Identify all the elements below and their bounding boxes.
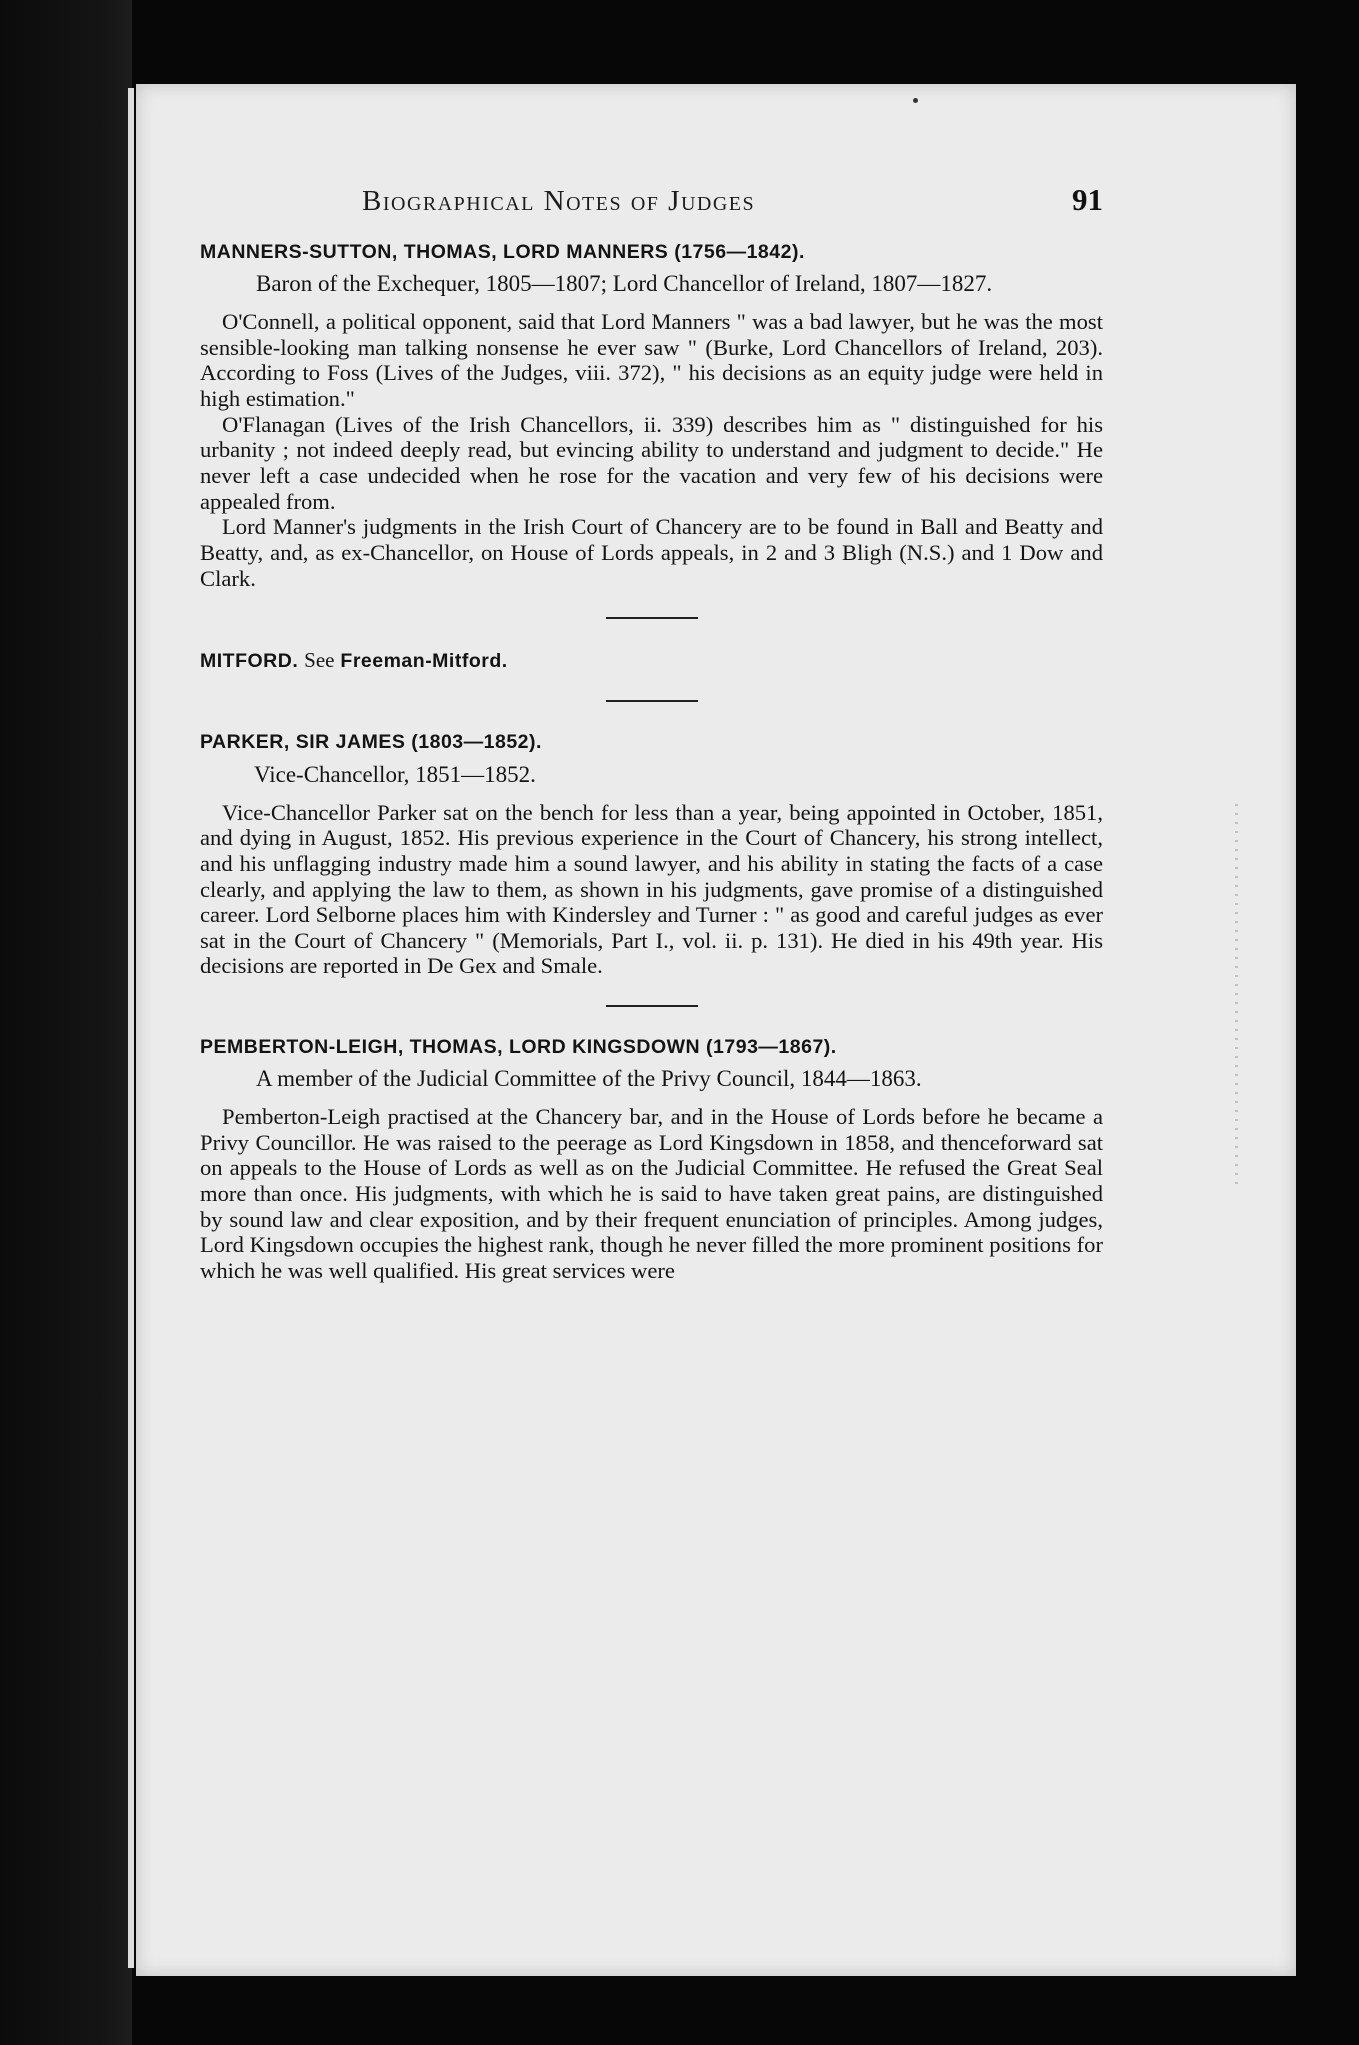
entry-heading: PARKER, SIR JAMES (1803—1852). (200, 731, 542, 754)
entry-paragraph: Pemberton-Leigh practised at the Chancery bar, and in the House of Lords before he became a Privy Councillor. He was raised to the peerage as Lord Kingsdown in 1858, and thenceforward sat on appeals to the House of Lords as well as on the Judicial Committee. He refused the Great Seal more than once. His judgments, with which he is said to have taken great pains, are distinguished by sound law and clear exposition, and by their frequent enunciation of principles. Among judges, Lord Kingsdown occupies the highest rank, though he never filled the more prominent positions for which he was well qualified. His great services were (200, 1104, 1103, 1283)
page-edge-line (128, 88, 134, 1968)
entry-heading (200, 647, 1103, 674)
see-reference-target: Freeman-Mitford. (340, 650, 508, 673)
running-head (362, 182, 1103, 218)
entry-heading: PEMBERTON-LEIGH, THOMAS, LORD KINGSDOWN (1793—1867). (200, 1036, 837, 1059)
entry-pemberton-leigh (200, 1035, 1103, 1284)
entry-paragraph: Lord Manner's judgments in the Irish Court of Chancery are to be found in Ball and Beatty and Beatty, and, as ex-Chancellor, on House of Lords appeals, in 2 and 3 Bligh (N.S.) and 1 Dow and Clark. (200, 514, 1103, 591)
entry-office: Vice-Chancellor, 1851—1852. (254, 761, 536, 787)
entry-manners-sutton (200, 240, 1103, 591)
entry-paragraph: Vice-Chancellor Parker sat on the bench for less than a year, being appointed in October, 1851, and dying in August, 1852. His previous experience in the Court of Chancery, his strong intellect, and his unflagging industry made him a sound lawyer, and his ability in stating the facts of a case clearly, and applying the law to them, as shown in his judgments, gave promise of a distinguished career. Lord Selborne places him with Kindersley and Turner : " as good and careful judges as ever sat in the Court of Chancery " (Memorials, Part I., vol. ii. p. 131). He died in his 49th year. His decisions are reported in De Gex and Smale. (200, 799, 1103, 979)
entry-office: A member of the Judicial Committee of the Privy Council, 1844—1863. (256, 1066, 922, 1092)
scan-speck (913, 98, 918, 103)
entry-office: Baron of the Exchequer, 1805—1807; Lord Chancellor of Ireland, 1807—1827. (256, 271, 993, 297)
section-divider (606, 1005, 698, 1007)
entry-paragraph: O'Connell, a political opponent, said that Lord Manners " was a bad lawyer, but he was the most sensible-looking man talking nonsense he ever saw " (Burke, Lord Chancellors of Ireland, 203). According to Foss (Lives of the Judges, viii. 372), " his decisions as an equity judge were held in high estimation." (200, 309, 1103, 412)
page-content (200, 182, 1103, 1284)
running-title: Biographical Notes of Judges (362, 185, 756, 217)
entry-mitford (200, 647, 1103, 674)
page-number: 91 (1072, 182, 1103, 217)
section-divider (606, 617, 698, 619)
scan-left-margin (0, 0, 132, 2045)
entry-paragraph: O'Flanagan (Lives of the Irish Chancellors, ii. 339) describes him as " distinguished for his urbanity ; not indeed deeply read, but evincing ability to understand and judgment to decide." He never left a case undecided when he rose for the vacation and very few of his decisions were appealed from. (200, 411, 1103, 514)
see-reference-word: See (304, 648, 335, 673)
scan-edge-noise (1235, 804, 1238, 1184)
entry-parker (200, 730, 1103, 979)
section-divider (606, 700, 698, 702)
entry-heading: MANNERS-SUTTON, THOMAS, LORD MANNERS (1756—1842). (200, 241, 805, 263)
entry-heading-name: MITFORD. (200, 650, 299, 673)
